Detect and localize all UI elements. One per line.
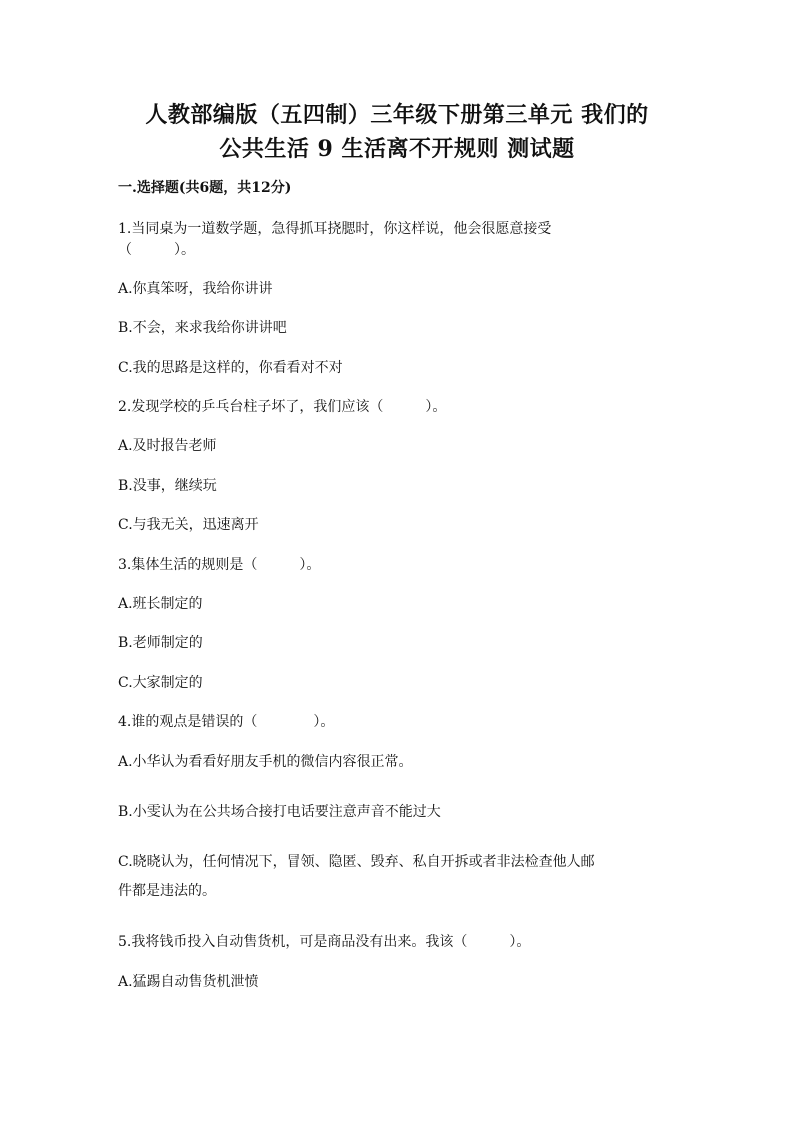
question-2-option-c: C.与我无关，迅速离开 [118,517,259,533]
question-3-option-c: C.大家制定的 [118,675,203,691]
question-1-stem-line-1: 1.当同桌为一道数学题，急得抓耳挠腮时，你这样说，他会很愿意接受 [118,221,552,237]
question-2-stem: 2.发现学校的乒乓台柱子坏了，我们应该（ ）。 [118,399,447,415]
title-line-2: 公共生活 9 生活离不开规则 测试题 [219,136,575,162]
question-2-option-b: B.没事，继续玩 [118,478,217,494]
question-1-option-b: B.不会，来求我给你讲讲吧 [118,320,287,336]
question-4-option-b: B.小雯认为在公共场合接打电话要注意声音不能过大 [118,804,441,820]
section-heading: 一.选择题(共6题，共12分) [118,180,292,196]
question-4-option-a: A.小华认为看看好朋友手机的微信内容很正常。 [118,754,413,770]
question-3-stem: 3.集体生活的规则是（ ）。 [118,557,321,573]
question-1-option-a: A.你真笨呀，我给你讲讲 [118,281,273,297]
question-3-option-a: A.班长制定的 [118,596,203,612]
question-5-stem: 5.我将钱币投入自动售货机，可是商品没有出来。我该（ ）。 [118,934,531,950]
question-4-option-c-line-1: C.晓晓认为，任何情况下，冒领、隐匿、毁弃、私自开拆或者非法检查他人邮 [118,854,595,870]
question-5-option-a: A.猛踢自动售货机泄愤 [118,974,259,990]
question-4-stem: 4.谁的观点是错误的（ ）。 [118,714,335,730]
title-line-1: 人教部编版（五四制）三年级下册第三单元 我们的 [145,102,649,128]
question-1-option-c: C.我的思路是这样的，你看看对不对 [118,360,343,376]
question-1-stem-line-2: （ ）。 [118,242,195,258]
question-3-option-b: B.老师制定的 [118,635,203,651]
question-2-option-a: A.及时报告老师 [118,438,217,454]
question-4-option-c-line-2: 件都是违法的。 [118,883,216,899]
